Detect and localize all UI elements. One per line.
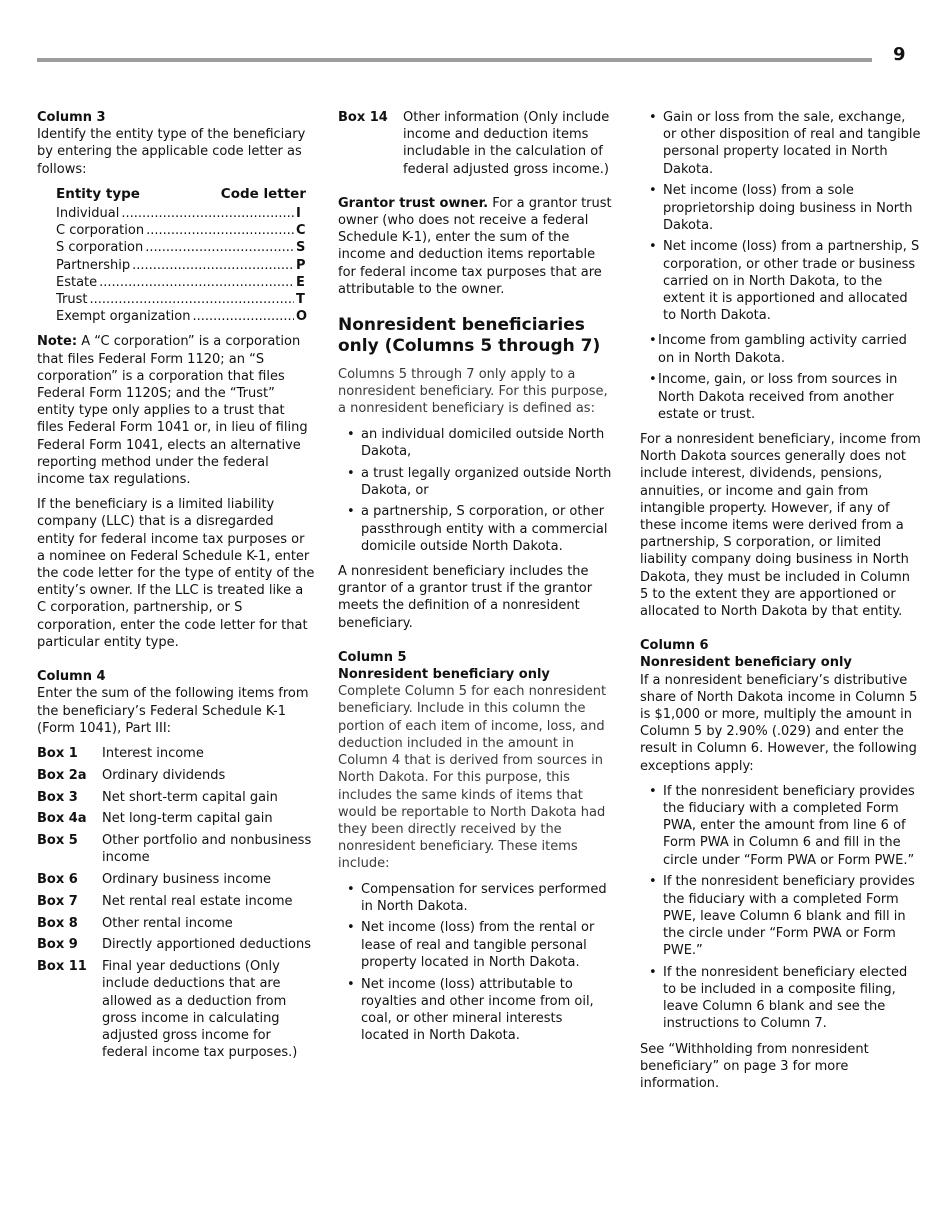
column5-title: Column 5 bbox=[338, 649, 407, 665]
column6-exceptions-list bbox=[640, 783, 922, 1033]
see-reference-paragraph: See “Withholding from nonresident beneficiary” on page 3 for more information. bbox=[640, 1041, 869, 1092]
box-label: Box 7 bbox=[37, 893, 78, 909]
column4-intro: Enter the sum of the following items from the beneficiary’s Federal Schedule K-1 (Form 1041), Part III: bbox=[37, 686, 309, 736]
box-text: Net long-term capital gain bbox=[102, 811, 273, 827]
box-item bbox=[37, 767, 315, 784]
box-text: Other portfolio and nonbusiness income bbox=[102, 833, 312, 866]
box-item bbox=[37, 958, 315, 1061]
box-text: Directly apportioned deductions bbox=[102, 937, 311, 953]
box-item bbox=[37, 810, 315, 827]
box-label: Box 4a bbox=[37, 811, 87, 827]
box-item bbox=[37, 871, 315, 888]
box-item bbox=[37, 893, 315, 910]
list-item: • an individual domiciled outside North Dakota, bbox=[338, 426, 613, 460]
box-text: Final year deductions (Only include deductions that are allowed as a deduction from gross income in calculating adjusted gross income for federal income tax purposes.) bbox=[102, 959, 298, 1061]
box-text: Net short-term capital gain bbox=[102, 789, 278, 805]
column6-subtitle: Nonresident beneficiary only bbox=[640, 655, 852, 671]
sources-paragraph: For a nonresident beneficiary, income from North Dakota sources generally does not include interest, dividends, pensions, annuities, or income and gain from intangible property. However, if any of these income items were derived from a partnership, S corporation, or limited liability company doing business in North Dakota, they must be included in Column 5 to the extent they are apportioned or allocated to North Dakota by that entity. bbox=[640, 431, 921, 619]
list-item: • If the nonresident beneficiary provides the fiduciary with a completed Form PWA, enter the amount from line 6 of Form PWA in Column 6 and fill in the circle under “Form PWA or Form PWE.” bbox=[640, 783, 922, 869]
list-item: • Income, gain, or loss from sources in North Dakota received from another estate or trust. bbox=[640, 371, 922, 423]
box-label: Box 14 bbox=[338, 110, 388, 125]
llc-paragraph: If the beneficiary is a limited liability company (LLC) that is a disregarded entity for federal income tax purposes or a nominee on Federal Schedule K-1, enter the code letter for the type of entity of the entity’s owner. If the LLC is treated like a C corporation, partnership, or S corporation, enter the code letter for that particular entity type. bbox=[37, 497, 315, 650]
box-item bbox=[37, 745, 315, 762]
column6-text: If a nonresident beneficiary’s distributive share of North Dakota income in Column 5 is $1,000 or more, multiply the amount in Column 5 by 2.90% (.029) and enter the result in Column 6. However, the following exceptions apply: bbox=[640, 672, 918, 774]
entity-name: Trust bbox=[56, 292, 88, 308]
entity-code: T bbox=[296, 292, 305, 308]
entity-row bbox=[56, 308, 306, 325]
box-text: Interest income bbox=[102, 745, 204, 761]
column6-title: Column 6 bbox=[640, 638, 709, 654]
left-column bbox=[37, 109, 315, 1066]
list-item: • Net income (loss) from a partnership, S corporation, or other trade or business carried on in North Dakota, to the extent it is apportioned and allocated to North Dakota. bbox=[640, 238, 922, 324]
nonresident-definition-list bbox=[338, 426, 613, 555]
grantor-paragraph bbox=[338, 195, 613, 298]
box-label: Box 5 bbox=[37, 833, 78, 849]
middle-column bbox=[338, 109, 613, 1052]
header-rule bbox=[37, 58, 872, 62]
box-label: Box 9 bbox=[37, 937, 78, 953]
note-paragraph bbox=[37, 333, 315, 488]
entity-code: C bbox=[296, 223, 306, 239]
list-item: • Net income (loss) from the rental or lease of real and tangible personal property located in North Dakota. bbox=[338, 919, 613, 971]
list-item: • If the nonresident beneficiary provides the fiduciary with a completed Form PWE, leave Column 6 blank and fill in the circle under “Form PWA or Form PWE.” bbox=[640, 873, 922, 959]
box-label: Box 11 bbox=[37, 959, 87, 975]
entity-name: S corporation bbox=[56, 240, 144, 256]
grantor-nonresident-paragraph: A nonresident beneficiary includes the grantor of a grantor trust if the grantor meets the definition of a nonresident beneficiary. bbox=[338, 564, 593, 631]
list-item: • Compensation for services performed in North Dakota. bbox=[338, 881, 613, 915]
list-item: • Net income (loss) attributable to royalties and other income from oil, coal, or other mineral interests located in North Dakota. bbox=[338, 976, 613, 1045]
list-item: • If the nonresident beneficiary elected to be included in a composite filing, leave Column 6 blank and see the instructions to Column 7. bbox=[640, 964, 922, 1033]
box-label: Box 6 bbox=[37, 872, 78, 888]
entity-row bbox=[56, 291, 306, 308]
entity-code: E bbox=[296, 274, 305, 290]
list-item: • a partnership, S corporation, or other passthrough entity with a commercial domicile outside North Dakota. bbox=[338, 503, 613, 555]
box-label: Box 8 bbox=[37, 915, 78, 931]
grantor-label: Grantor trust owner. bbox=[338, 195, 489, 211]
note-label: Note: bbox=[37, 334, 78, 350]
box-item bbox=[338, 109, 613, 178]
column5-subtitle: Nonresident beneficiary only bbox=[338, 667, 550, 683]
box-text: Net rental real estate income bbox=[102, 893, 293, 909]
nonresident-heading: Nonresident beneficiaries only (Columns 5 through 7) bbox=[338, 315, 601, 357]
box-text: Other information (Only include income and deduction items includable in the calculation of federal adjusted gross income.) bbox=[403, 110, 610, 177]
nonresident-intro: Columns 5 through 7 only apply to a nonresident beneficiary. For this purpose, a nonresident beneficiary is defined as: bbox=[338, 367, 608, 417]
column5-items-list-continued bbox=[640, 109, 922, 324]
entity-row bbox=[56, 222, 306, 239]
box-list bbox=[37, 745, 315, 1062]
entity-table-header bbox=[56, 186, 306, 203]
entity-type-header: Entity type bbox=[56, 185, 140, 202]
entity-row bbox=[56, 274, 306, 291]
box-text: Ordinary dividends bbox=[102, 767, 226, 783]
note-text: A “C corporation” is a corporation that files Federal Form 1120; an “S corporation” is a corporation that files Federal Form 1120S; and the “Trust” entity type only applies to a trust that files Federal Form 1041 or, in lieu of filing Federal Form 1041, elects an alternative reporting method under the federal income tax regulations. bbox=[37, 334, 308, 488]
grantor-text: For a grantor trust owner (who does not receive a federal Schedule K-1), enter the sum of the income and deduction items reportable for federal income tax purposes that are attributable to the owner. bbox=[338, 195, 612, 297]
box-text: Ordinary business income bbox=[102, 872, 271, 888]
entity-code: O bbox=[296, 309, 308, 325]
entity-code: I bbox=[296, 206, 301, 222]
entity-name: Exempt organization bbox=[56, 309, 191, 325]
code-letter-header: Code letter bbox=[220, 185, 306, 202]
box-label: Box 3 bbox=[37, 789, 78, 805]
entity-name: Individual bbox=[56, 206, 120, 222]
column5-items-list bbox=[338, 881, 613, 1045]
entity-row bbox=[56, 257, 306, 274]
box-text: Other rental income bbox=[102, 915, 233, 931]
box-label: Box 1 bbox=[37, 745, 78, 761]
column4-title: Column 4 bbox=[37, 669, 106, 685]
list-item: • Net income (loss) from a sole proprietorship doing business in North Dakota. bbox=[640, 182, 922, 234]
list-item: • Income from gambling activity carried on in North Dakota. bbox=[640, 332, 922, 366]
entity-type-table bbox=[56, 186, 306, 326]
column5-items-list-continued-b bbox=[640, 332, 922, 423]
box-item bbox=[37, 832, 315, 866]
entity-name: C corporation bbox=[56, 223, 145, 239]
page-number: 9 bbox=[893, 44, 906, 65]
list-item: • a trust legally organized outside North Dakota, or bbox=[338, 465, 613, 499]
box-label: Box 2a bbox=[37, 767, 87, 783]
entity-code: S bbox=[296, 240, 306, 256]
entity-name: Partnership bbox=[56, 257, 131, 273]
list-item: • Gain or loss from the sale, exchange, or other disposition of real and tangible personal property located in North Dakota. bbox=[640, 109, 922, 178]
entity-row bbox=[56, 239, 306, 256]
box-item bbox=[37, 789, 315, 806]
right-column bbox=[640, 109, 922, 1100]
box14-item bbox=[338, 109, 613, 178]
box-item bbox=[37, 915, 315, 932]
entity-name: Estate bbox=[56, 274, 98, 290]
entity-code: P bbox=[296, 257, 306, 273]
column3-intro: Identify the entity type of the beneficiary by entering the applicable code letter as follows: bbox=[37, 127, 306, 177]
column3-title: Column 3 bbox=[37, 110, 106, 125]
column5-text: Complete Column 5 for each nonresident beneficiary. Include in this column the portion of each item of income, loss, and deduction included in the amount in Column 4 that is derived from sources in North Dakota. For this purpose, this includes the same kinds of items that would be reportable to North Dakota had they been directly received by the nonresident beneficiary. These items include: bbox=[338, 684, 607, 872]
entity-row bbox=[56, 205, 306, 222]
box-item bbox=[37, 936, 315, 953]
